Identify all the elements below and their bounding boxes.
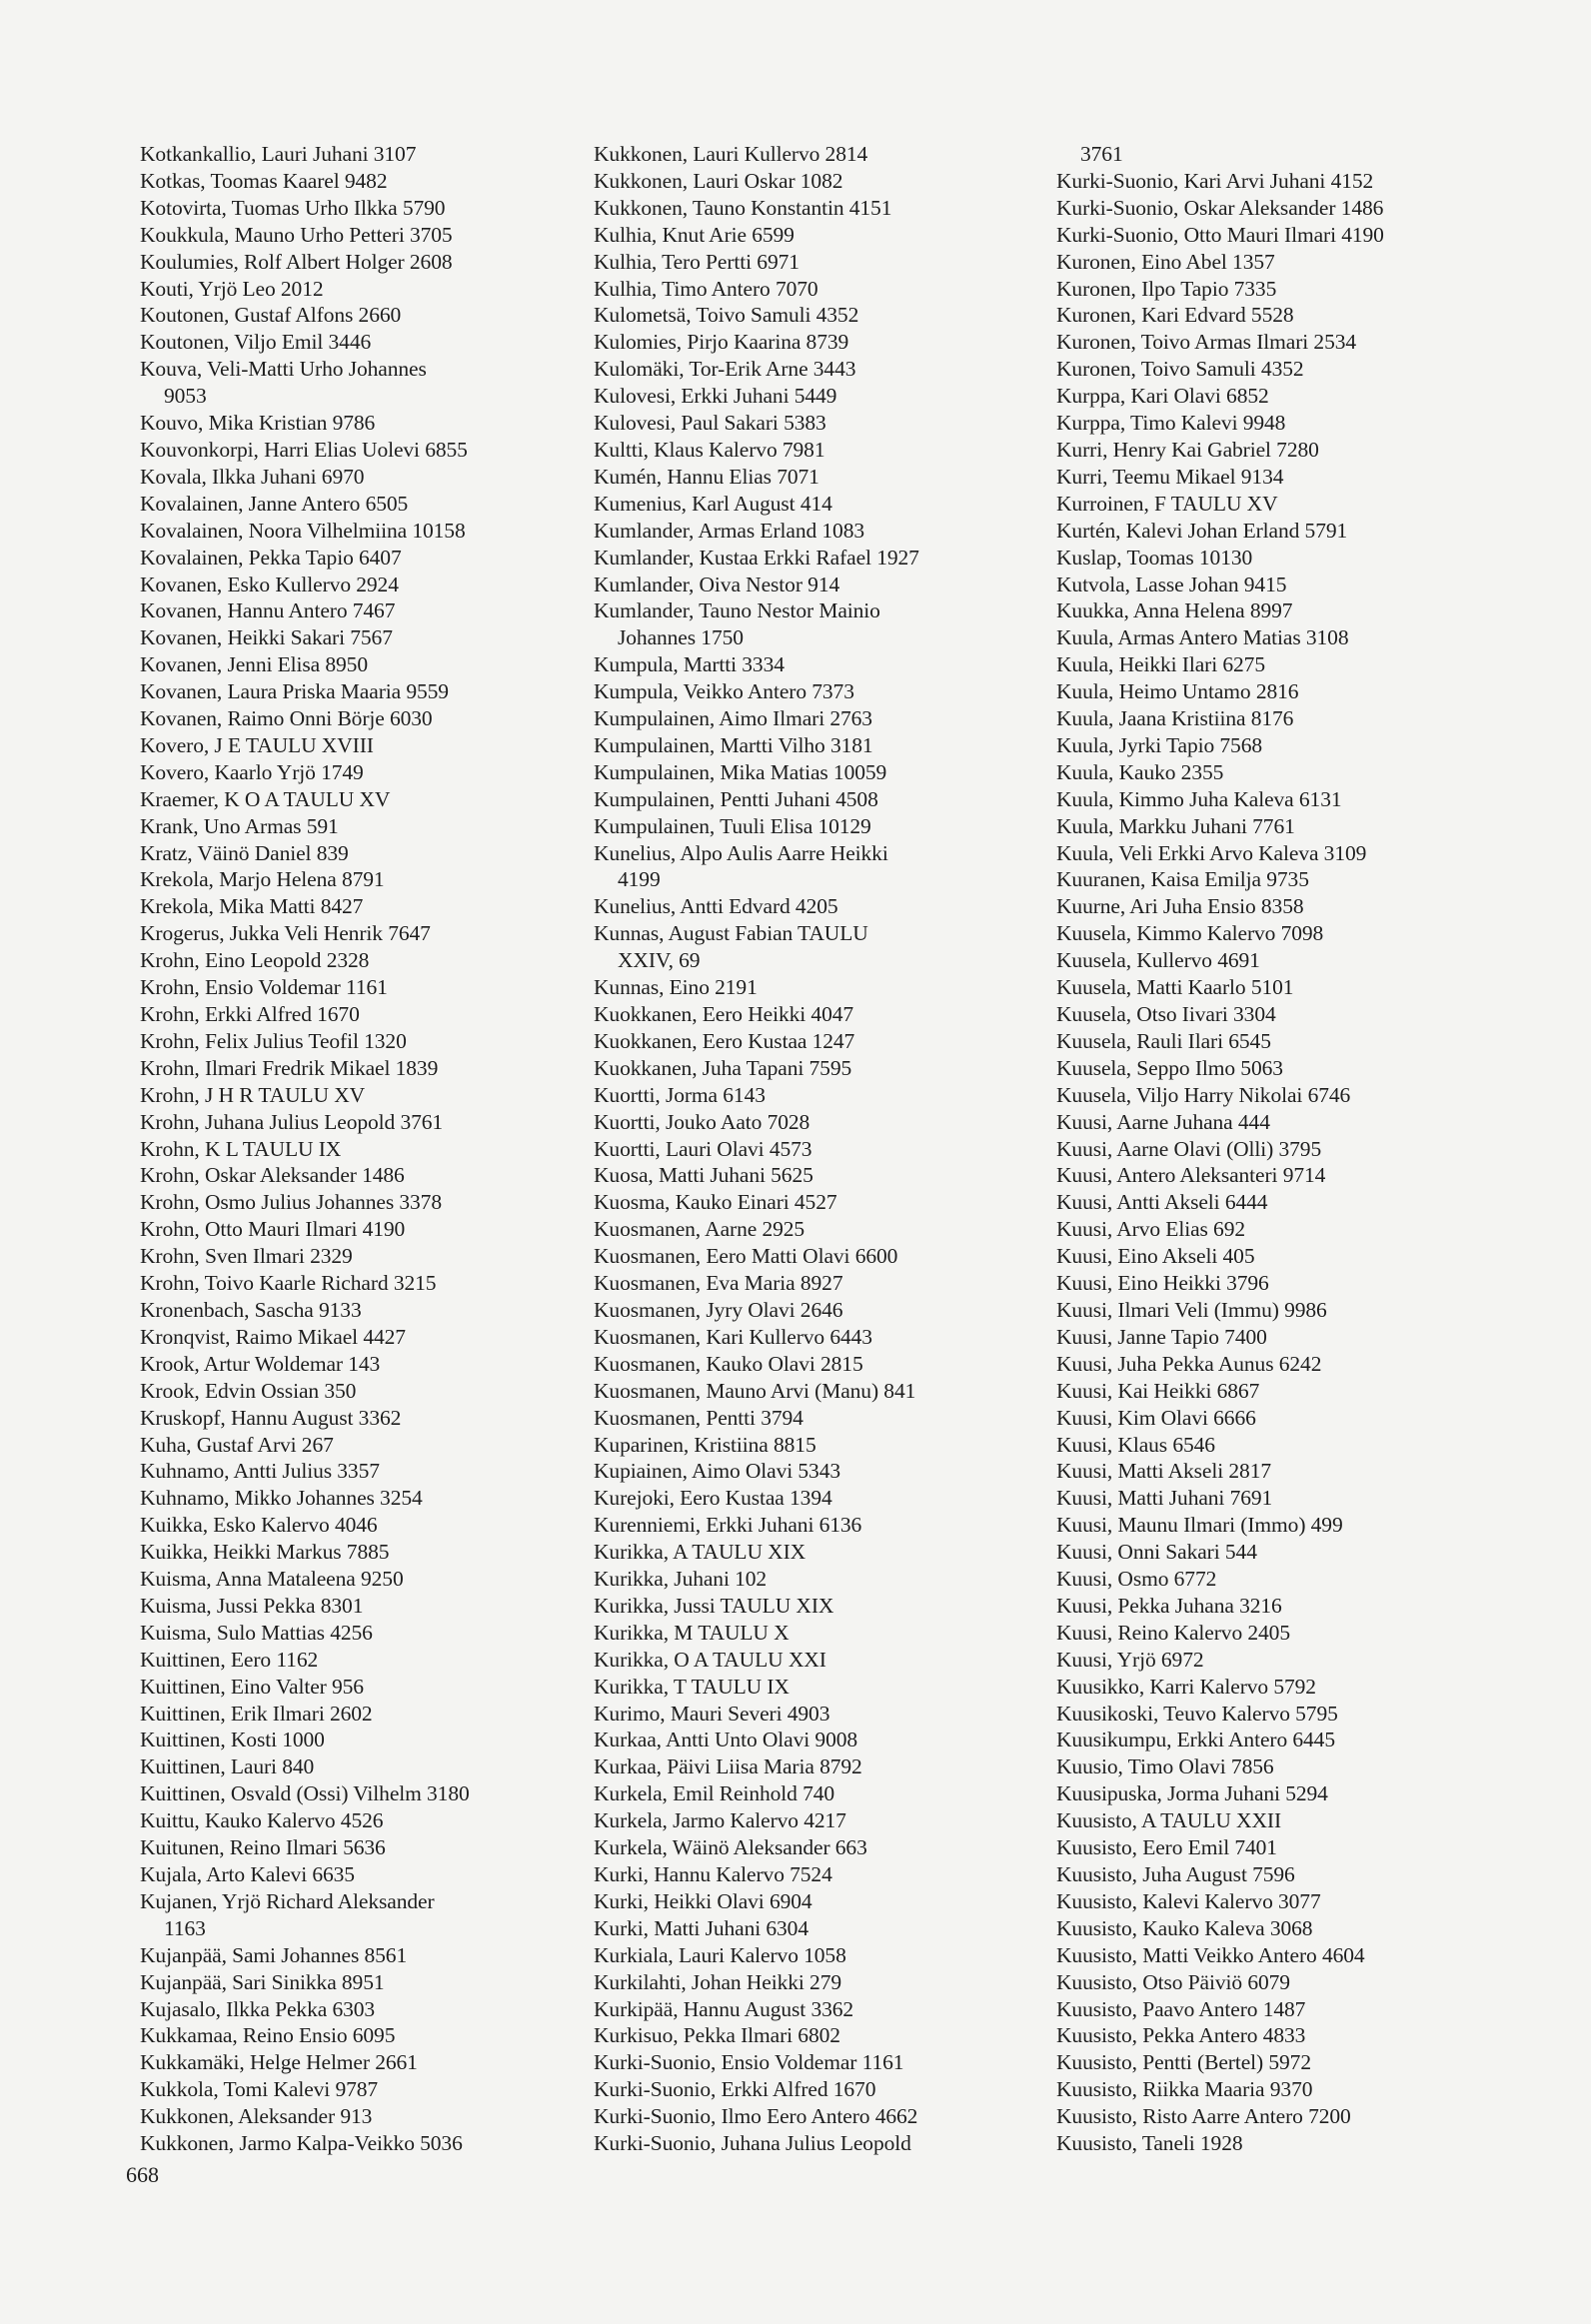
index-entry: Kunnas, Eino 2191 bbox=[594, 975, 758, 1000]
index-entry: Kuula, Kimmo Juha Kaleva 6131 bbox=[1056, 786, 1342, 811]
index-entry: Kouvo, Mika Kristian 9786 bbox=[140, 411, 376, 436]
index-entry: Kukkonen, Lauri Oskar 1082 bbox=[594, 168, 843, 193]
index-entry: Kronqvist, Raimo Mikael 4427 bbox=[140, 1324, 406, 1349]
index-entry: Kurppa, Timo Kalevi 9948 bbox=[1056, 411, 1286, 436]
index-entry: Kovanen, Heikki Sakari 7567 bbox=[140, 625, 393, 650]
index-entry: Kukkola, Tomi Kalevi 9787 bbox=[140, 2077, 379, 2102]
index-entry: Kuosmanen, Aarne 2925 bbox=[594, 1217, 805, 1242]
index-entry: Kumpulainen, Aimo Ilmari 2763 bbox=[594, 706, 872, 731]
index-entry: Kurki-Suonio, Otto Mauri Ilmari 4190 bbox=[1056, 222, 1384, 247]
index-entry: Kurimo, Mauri Severi 4903 bbox=[594, 1701, 830, 1726]
index-entry: Kuisma, Anna Mataleena 9250 bbox=[140, 1567, 404, 1592]
index-entry: Kuusela, Viljo Harry Nikolai 6746 bbox=[1056, 1082, 1351, 1107]
index-entry: Kotovirta, Tuomas Urho Ilkka 5790 bbox=[140, 195, 446, 220]
index-entry: Kujasalo, Ilkka Pekka 6303 bbox=[140, 1996, 376, 2021]
page-number: 668 bbox=[126, 2162, 159, 2187]
index-entry: Kurkisuo, Pekka Ilmari 6802 bbox=[594, 2023, 840, 2048]
index-entry: Kuronen, Kari Edvard 5528 bbox=[1056, 303, 1294, 328]
index-entry: Kumlander, Kustaa Erkki Rafael 1927 bbox=[594, 545, 919, 570]
index-entry: Kuusela, Kimmo Kalervo 7098 bbox=[1056, 921, 1324, 946]
index-entry: Kuusi, Arvo Elias 692 bbox=[1056, 1217, 1246, 1242]
index-entry: Kurkipää, Hannu August 3362 bbox=[594, 1996, 854, 2021]
index-column-2 bbox=[594, 141, 1023, 2157]
index-entry: Kuusikoski, Teuvo Kalervo 5795 bbox=[1056, 1701, 1338, 1726]
index-entry: Kuusi, Ilmari Veli (Immu) 9986 bbox=[1056, 1297, 1327, 1322]
index-entry: Kuusi, Klaus 6546 bbox=[1056, 1432, 1215, 1457]
index-entry: XXIV, 69 bbox=[618, 948, 701, 973]
index-entry: Kuosmanen, Pentti 3794 bbox=[594, 1405, 803, 1430]
index-entry: Kuukka, Anna Helena 8997 bbox=[1056, 598, 1293, 623]
index-entry: Kumenius, Karl August 414 bbox=[594, 491, 832, 516]
index-entry: Kuokkanen, Juha Tapani 7595 bbox=[594, 1055, 852, 1080]
index-entry: Kuortti, Jouko Aato 7028 bbox=[594, 1109, 810, 1134]
index-entry: Kuusi, Aarne Juhana 444 bbox=[1056, 1109, 1270, 1134]
index-entry: Kuortti, Lauri Olavi 4573 bbox=[594, 1136, 812, 1161]
index-entry: Krohn, J H R TAULU XV bbox=[140, 1082, 366, 1107]
index-entry: Kuosmanen, Eva Maria 8927 bbox=[594, 1271, 843, 1296]
index-entry: Koutonen, Viljo Emil 3446 bbox=[140, 330, 372, 355]
index-entry: Kuusi, Juha Pekka Aunus 6242 bbox=[1056, 1351, 1322, 1376]
index-entry: Kuusio, Timo Olavi 7856 bbox=[1056, 1754, 1274, 1779]
index-entry: Kovero, J E TAULU XVIII bbox=[140, 732, 374, 757]
index-entry: Kujanen, Yrjö Richard Aleksander bbox=[140, 1888, 435, 1913]
index-entry: Kupiainen, Aimo Olavi 5343 bbox=[594, 1459, 841, 1484]
index-entry: Kumlander, Armas Erland 1083 bbox=[594, 518, 864, 543]
index-entry: Kuusisto, Juha August 7596 bbox=[1056, 1862, 1295, 1886]
index-column-1 bbox=[140, 141, 580, 2157]
index-entry: Kuula, Armas Antero Matias 3108 bbox=[1056, 625, 1349, 650]
index-entry: Kuronen, Ilpo Tapio 7335 bbox=[1056, 276, 1277, 301]
index-entry: Kuisma, Sulo Mattias 4256 bbox=[140, 1620, 373, 1645]
index-entry: Kuusi, Eino Heikki 3796 bbox=[1056, 1271, 1269, 1296]
index-entry: Kujala, Arto Kalevi 6635 bbox=[140, 1862, 355, 1886]
index-entry: Kovero, Kaarlo Yrjö 1749 bbox=[140, 759, 364, 784]
index-entry: Kulhia, Knut Arie 6599 bbox=[594, 222, 795, 247]
index-entry: Kuittinen, Lauri 840 bbox=[140, 1754, 315, 1779]
index-entry: Kuosmanen, Kauko Olavi 2815 bbox=[594, 1351, 863, 1376]
index-entry: Kuosmanen, Kari Kullervo 6443 bbox=[594, 1324, 872, 1349]
index-entry: Kulomies, Pirjo Kaarina 8739 bbox=[594, 330, 849, 355]
index-entry: Kotkankallio, Lauri Juhani 3107 bbox=[140, 142, 417, 166]
index-entry: Kumlander, Oiva Nestor 914 bbox=[594, 572, 840, 596]
index-entry: Kuosma, Kauko Einari 4527 bbox=[594, 1190, 837, 1215]
index-entry: Kujanpää, Sami Johannes 8561 bbox=[140, 1942, 408, 1967]
index-entry: Krohn, K L TAULU IX bbox=[140, 1136, 342, 1161]
index-entry: Krohn, Oskar Aleksander 1486 bbox=[140, 1163, 405, 1188]
index-entry: Kuokkanen, Eero Heikki 4047 bbox=[594, 1002, 854, 1026]
index-entry: Kurkiala, Lauri Kalervo 1058 bbox=[594, 1942, 846, 1967]
index-entry: Krook, Artur Woldemar 143 bbox=[140, 1351, 381, 1376]
index-entry: Kouvonkorpi, Harri Elias Uolevi 6855 bbox=[140, 437, 468, 462]
index-entry: Kuusisto, Matti Veikko Antero 4604 bbox=[1056, 1942, 1365, 1967]
index-entry: Kuusi, Eino Akseli 405 bbox=[1056, 1244, 1255, 1269]
index-entry: Kulometsä, Toivo Samuli 4352 bbox=[594, 303, 859, 328]
index-entry: Kronenbach, Sascha 9133 bbox=[140, 1297, 362, 1322]
index-entry: Kurki, Heikki Olavi 6904 bbox=[594, 1888, 812, 1913]
index-entry: Koutonen, Gustaf Alfons 2660 bbox=[140, 303, 402, 328]
index-entry: Kumlander, Tauno Nestor Mainio bbox=[594, 598, 880, 623]
index-entry: Krohn, Ensio Voldemar 1161 bbox=[140, 975, 388, 1000]
index-entry: Kuusi, Pekka Juhana 3216 bbox=[1056, 1593, 1282, 1618]
index-entry: Kuusikumpu, Erkki Antero 6445 bbox=[1056, 1728, 1335, 1752]
index-entry: Kuusi, Matti Juhani 7691 bbox=[1056, 1486, 1273, 1511]
index-entry: Kurki-Suonio, Juhana Julius Leopold bbox=[594, 2131, 911, 2156]
index-entry: Kuusisto, Eero Emil 7401 bbox=[1056, 1835, 1277, 1860]
index-entry: Kuittinen, Eero 1162 bbox=[140, 1647, 319, 1672]
index-entry: Kukkamäki, Helge Helmer 2661 bbox=[140, 2050, 418, 2075]
index-column-3 bbox=[1056, 141, 1496, 2157]
index-entry: Kuusi, Osmo 6772 bbox=[1056, 1567, 1217, 1592]
index-entry: Kuosmanen, Jyry Olavi 2646 bbox=[594, 1297, 843, 1322]
index-entry: Kuula, Veli Erkki Arvo Kaleva 3109 bbox=[1056, 840, 1367, 865]
index-entry: Kuusisto, Pekka Antero 4833 bbox=[1056, 2023, 1306, 2048]
index-entry: Kuittu, Kauko Kalervo 4526 bbox=[140, 1808, 384, 1833]
index-entry: Krohn, Toivo Kaarle Richard 3215 bbox=[140, 1271, 437, 1296]
index-entry: Kurikka, A TAULU XIX bbox=[594, 1540, 806, 1565]
index-entry: Kurki-Suonio, Kari Arvi Juhani 4152 bbox=[1056, 168, 1374, 193]
index-entry: Kuusi, Maunu Ilmari (Immo) 499 bbox=[1056, 1513, 1343, 1538]
index-entry: Kumpulainen, Mika Matias 10059 bbox=[594, 759, 887, 784]
index-entry: Kurki, Matti Juhani 6304 bbox=[594, 1915, 808, 1940]
index-entry: Kovanen, Esko Kullervo 2924 bbox=[140, 572, 399, 596]
index-entry: Kraemer, K O A TAULU XV bbox=[140, 786, 391, 811]
index-entry: Kotkas, Toomas Kaarel 9482 bbox=[140, 168, 388, 193]
index-entry: Krogerus, Jukka Veli Henrik 7647 bbox=[140, 921, 431, 946]
index-entry: Kovala, Ilkka Juhani 6970 bbox=[140, 464, 365, 489]
index-entry: Kultti, Klaus Kalervo 7981 bbox=[594, 437, 825, 462]
index-entry: Kouva, Veli-Matti Urho Johannes bbox=[140, 357, 427, 382]
index-entry: Kurtén, Kalevi Johan Erland 5791 bbox=[1056, 518, 1348, 543]
index-entry: Kuusisto, Kauko Kaleva 3068 bbox=[1056, 1915, 1313, 1940]
index-entry: Kukkonen, Aleksander 913 bbox=[140, 2104, 373, 2129]
index-entry: Kuusisto, Otso Päiviö 6079 bbox=[1056, 1969, 1290, 1994]
index-entry: Kuittinen, Eino Valter 956 bbox=[140, 1674, 364, 1699]
index-entry: Kuosmanen, Eero Matti Olavi 6600 bbox=[594, 1244, 898, 1269]
index-entry: Kutvola, Lasse Johan 9415 bbox=[1056, 572, 1287, 596]
index-entry: Kuusi, Matti Akseli 2817 bbox=[1056, 1459, 1271, 1484]
index-entry: Kuula, Jyrki Tapio 7568 bbox=[1056, 732, 1263, 757]
index-entry: Kuula, Kauko 2355 bbox=[1056, 759, 1224, 784]
index-entry: Kuusi, Kim Olavi 6666 bbox=[1056, 1405, 1256, 1430]
index-entry: Kuusi, Antti Akseli 6444 bbox=[1056, 1190, 1268, 1215]
index-entry: Kuusi, Yrjö 6972 bbox=[1056, 1647, 1204, 1672]
index-entry: Krohn, Osmo Julius Johannes 3378 bbox=[140, 1190, 442, 1215]
index-entry: Kuparinen, Kristiina 8815 bbox=[594, 1432, 816, 1457]
index-entry: Kuusi, Kai Heikki 6867 bbox=[1056, 1378, 1260, 1403]
index-entry: Krohn, Sven Ilmari 2329 bbox=[140, 1244, 353, 1269]
index-entry: Kuusi, Antero Aleksanteri 9714 bbox=[1056, 1163, 1326, 1188]
index-entry: Krohn, Ilmari Fredrik Mikael 1839 bbox=[140, 1055, 439, 1080]
index-entry: Kurki-Suonio, Ilmo Eero Antero 4662 bbox=[594, 2104, 918, 2129]
index-entry: Kuusela, Matti Kaarlo 5101 bbox=[1056, 975, 1294, 1000]
index-entry: Koukkula, Mauno Urho Petteri 3705 bbox=[140, 222, 453, 247]
index-entry: 9053 bbox=[164, 384, 207, 409]
index-entry: Kuula, Heikki Ilari 6275 bbox=[1056, 652, 1265, 677]
index-entry: Kulovesi, Paul Sakari 5383 bbox=[594, 411, 826, 436]
index-entry: Kurki-Suonio, Erkki Alfred 1670 bbox=[594, 2077, 876, 2102]
index-entry: Kurikka, Juhani 102 bbox=[594, 1567, 768, 1592]
index-entry: Kuusisto, Kalevi Kalervo 3077 bbox=[1056, 1888, 1321, 1913]
index-entry: Kuusisto, Pentti (Bertel) 5972 bbox=[1056, 2050, 1311, 2075]
index-entry: Kovanen, Hannu Antero 7467 bbox=[140, 598, 396, 623]
index-entry: Koulumies, Rolf Albert Holger 2608 bbox=[140, 249, 453, 274]
index-entry: Kurroinen, F TAULU XV bbox=[1056, 491, 1278, 516]
index-entry: Kuusi, Onni Sakari 544 bbox=[1056, 1540, 1257, 1565]
index-entry: Kumpulainen, Pentti Juhani 4508 bbox=[594, 786, 878, 811]
index-entry: Kuusela, Seppo Ilmo 5063 bbox=[1056, 1055, 1283, 1080]
index-entry: Kurkaa, Antti Unto Olavi 9008 bbox=[594, 1728, 858, 1752]
index-entry: Kuusisto, A TAULU XXII bbox=[1056, 1808, 1282, 1833]
index-entry: Kulhia, Timo Antero 7070 bbox=[594, 276, 818, 301]
index-entry: Johannes 1750 bbox=[618, 625, 744, 650]
index-entry: Kurri, Henry Kai Gabriel 7280 bbox=[1056, 437, 1319, 462]
index-entry: Kuusisto, Risto Aarre Antero 7200 bbox=[1056, 2104, 1351, 2129]
index-entry: Kovanen, Raimo Onni Börje 6030 bbox=[140, 706, 433, 731]
index-entry: Kuortti, Jorma 6143 bbox=[594, 1082, 766, 1107]
index-entry: Kumpulainen, Martti Vilho 3181 bbox=[594, 732, 873, 757]
index-entry: Kuha, Gustaf Arvi 267 bbox=[140, 1432, 334, 1457]
index-entry: Kovalainen, Noora Vilhelmiina 10158 bbox=[140, 518, 466, 543]
index-entry: Kumpula, Martti 3334 bbox=[594, 652, 785, 677]
index-entry: Kurikka, M TAULU X bbox=[594, 1620, 790, 1645]
index-entry: Krohn, Otto Mauri Ilmari 4190 bbox=[140, 1217, 406, 1242]
index-entry: Kuusela, Rauli Ilari 6545 bbox=[1056, 1028, 1271, 1053]
index-entry: Kuittinen, Kosti 1000 bbox=[140, 1728, 325, 1752]
index-entry: Kurppa, Kari Olavi 6852 bbox=[1056, 384, 1269, 409]
index-entry: Kuikka, Heikki Markus 7885 bbox=[140, 1540, 390, 1565]
index-entry: Kuusipuska, Jorma Juhani 5294 bbox=[1056, 1781, 1328, 1806]
index-entry: Kulovesi, Erkki Juhani 5449 bbox=[594, 384, 837, 409]
index-entry: Kuusela, Kullervo 4691 bbox=[1056, 948, 1260, 973]
index-entry: Kurenniemi, Erkki Juhani 6136 bbox=[594, 1513, 862, 1538]
index-entry: Kuusi, Janne Tapio 7400 bbox=[1056, 1324, 1267, 1349]
index-entry: Kuusi, Aarne Olavi (Olli) 3795 bbox=[1056, 1136, 1322, 1161]
index-entry: Kurkaa, Päivi Liisa Maria 8792 bbox=[594, 1754, 862, 1779]
index-entry: Kumpulainen, Tuuli Elisa 10129 bbox=[594, 813, 871, 838]
index-entry: Kruskopf, Hannu August 3362 bbox=[140, 1405, 402, 1430]
index-entry: Kunnas, August Fabian TAULU bbox=[594, 921, 868, 946]
index-entry: Kulomäki, Tor-Erik Arne 3443 bbox=[594, 357, 856, 382]
index-entry: Kunelius, Alpo Aulis Aarre Heikki bbox=[594, 840, 888, 865]
index-entry: Kurki-Suonio, Ensio Voldemar 1161 bbox=[594, 2050, 904, 2075]
index-entry: Kujanpää, Sari Sinikka 8951 bbox=[140, 1969, 385, 1994]
index-entry: Kurki, Hannu Kalervo 7524 bbox=[594, 1862, 832, 1886]
index-entry: Kurejoki, Eero Kustaa 1394 bbox=[594, 1486, 832, 1511]
index-entry: Kurkela, Jarmo Kalervo 4217 bbox=[594, 1808, 846, 1833]
index-entry: Kovanen, Jenni Elisa 8950 bbox=[140, 652, 368, 677]
index-entry: Kuronen, Toivo Samuli 4352 bbox=[1056, 357, 1304, 382]
index-entry: Kumén, Hannu Elias 7071 bbox=[594, 464, 819, 489]
index-entry: Kurkilahti, Johan Heikki 279 bbox=[594, 1969, 841, 1994]
index-entry: Kuusisto, Riikka Maaria 9370 bbox=[1056, 2077, 1313, 2102]
index-entry: Kovanen, Laura Priska Maaria 9559 bbox=[140, 679, 449, 704]
index-entry: Kukkamaa, Reino Ensio 6095 bbox=[140, 2023, 396, 2048]
index-entry: Kratz, Väinö Daniel 839 bbox=[140, 840, 349, 865]
index-entry: Kuosmanen, Mauno Arvi (Manu) 841 bbox=[594, 1378, 916, 1403]
index-entry: Kouti, Yrjö Leo 2012 bbox=[140, 276, 324, 301]
index-entry: Kovalainen, Janne Antero 6505 bbox=[140, 491, 409, 516]
index-entry: Kuula, Heimo Untamo 2816 bbox=[1056, 679, 1299, 704]
index-entry: Kukkonen, Tauno Konstantin 4151 bbox=[594, 195, 892, 220]
index-entry: Kuikka, Esko Kalervo 4046 bbox=[140, 1513, 378, 1538]
index-entry: Kuuranen, Kaisa Emilja 9735 bbox=[1056, 867, 1309, 892]
index-entry: Kuosa, Matti Juhani 5625 bbox=[594, 1163, 813, 1188]
index-entry: Kulhia, Tero Pertti 6971 bbox=[594, 249, 799, 274]
index-entry: Krook, Edvin Ossian 350 bbox=[140, 1378, 357, 1403]
index-entry: Kuisma, Jussi Pekka 8301 bbox=[140, 1593, 364, 1618]
index-entry: Kuula, Jaana Kristiina 8176 bbox=[1056, 706, 1294, 731]
index-entry: Kurikka, Jussi TAULU XIX bbox=[594, 1593, 834, 1618]
index-entry: Krohn, Erkki Alfred 1670 bbox=[140, 1002, 360, 1026]
index-entry: 4199 bbox=[618, 867, 661, 892]
index-entry: Kuhnamo, Mikko Johannes 3254 bbox=[140, 1486, 423, 1511]
index-entry: Krohn, Felix Julius Teofil 1320 bbox=[140, 1028, 407, 1053]
index-entry: Kuitunen, Reino Ilmari 5636 bbox=[140, 1835, 386, 1860]
index-entry: Kurri, Teemu Mikael 9134 bbox=[1056, 464, 1284, 489]
index-entry: Kuokkanen, Eero Kustaa 1247 bbox=[594, 1028, 855, 1053]
index-entry: 1163 bbox=[164, 1915, 206, 1940]
index-entry: Kuslap, Toomas 10130 bbox=[1056, 545, 1253, 570]
index-entry: Kurkela, Emil Reinhold 740 bbox=[594, 1781, 835, 1806]
index-entry: Kuula, Markku Juhani 7761 bbox=[1056, 813, 1295, 838]
index-entry: Kurki-Suonio, Oskar Aleksander 1486 bbox=[1056, 195, 1384, 220]
index-entry: Kovalainen, Pekka Tapio 6407 bbox=[140, 545, 402, 570]
index-entry: Kunelius, Antti Edvard 4205 bbox=[594, 894, 838, 919]
index-entry: Kukkonen, Jarmo Kalpa-Veikko 5036 bbox=[140, 2131, 463, 2156]
index-entry: Kumpula, Veikko Antero 7373 bbox=[594, 679, 854, 704]
index-entry: Kukkonen, Lauri Kullervo 2814 bbox=[594, 142, 868, 166]
index-entry: Krohn, Juhana Julius Leopold 3761 bbox=[140, 1109, 444, 1134]
index-entry: Kuusi, Reino Kalervo 2405 bbox=[1056, 1620, 1290, 1645]
index-entry: Kuronen, Toivo Armas Ilmari 2534 bbox=[1056, 330, 1357, 355]
index-entry: Kurkela, Wäinö Aleksander 663 bbox=[594, 1835, 867, 1860]
index-entry: Kuurne, Ari Juha Ensio 8358 bbox=[1056, 894, 1304, 919]
index-entry: Krohn, Eino Leopold 2328 bbox=[140, 948, 370, 973]
index-entry: Krekola, Marjo Helena 8791 bbox=[140, 867, 385, 892]
index-entry: Kuittinen, Erik Ilmari 2602 bbox=[140, 1701, 373, 1726]
index-entry: Krekola, Mika Matti 8427 bbox=[140, 894, 364, 919]
index-entry: Kuusela, Otso Iivari 3304 bbox=[1056, 1002, 1276, 1026]
index-entry: Kurikka, O A TAULU XXI bbox=[594, 1647, 826, 1672]
index-entry: Kurikka, T TAULU IX bbox=[594, 1674, 790, 1699]
index-entry: Kuusisto, Taneli 1928 bbox=[1056, 2131, 1243, 2156]
index-entry: Kuusisto, Paavo Antero 1487 bbox=[1056, 1996, 1306, 2021]
index-entry: Kuusikko, Karri Kalervo 5792 bbox=[1056, 1674, 1316, 1699]
index-entry: 3761 bbox=[1080, 142, 1123, 166]
index-entry: Krank, Uno Armas 591 bbox=[140, 813, 339, 838]
index-entry: Kuittinen, Osvald (Ossi) Vilhelm 3180 bbox=[140, 1781, 470, 1806]
index-entry: Kuronen, Eino Abel 1357 bbox=[1056, 249, 1275, 274]
index-entry: Kuhnamo, Antti Julius 3357 bbox=[140, 1459, 380, 1484]
